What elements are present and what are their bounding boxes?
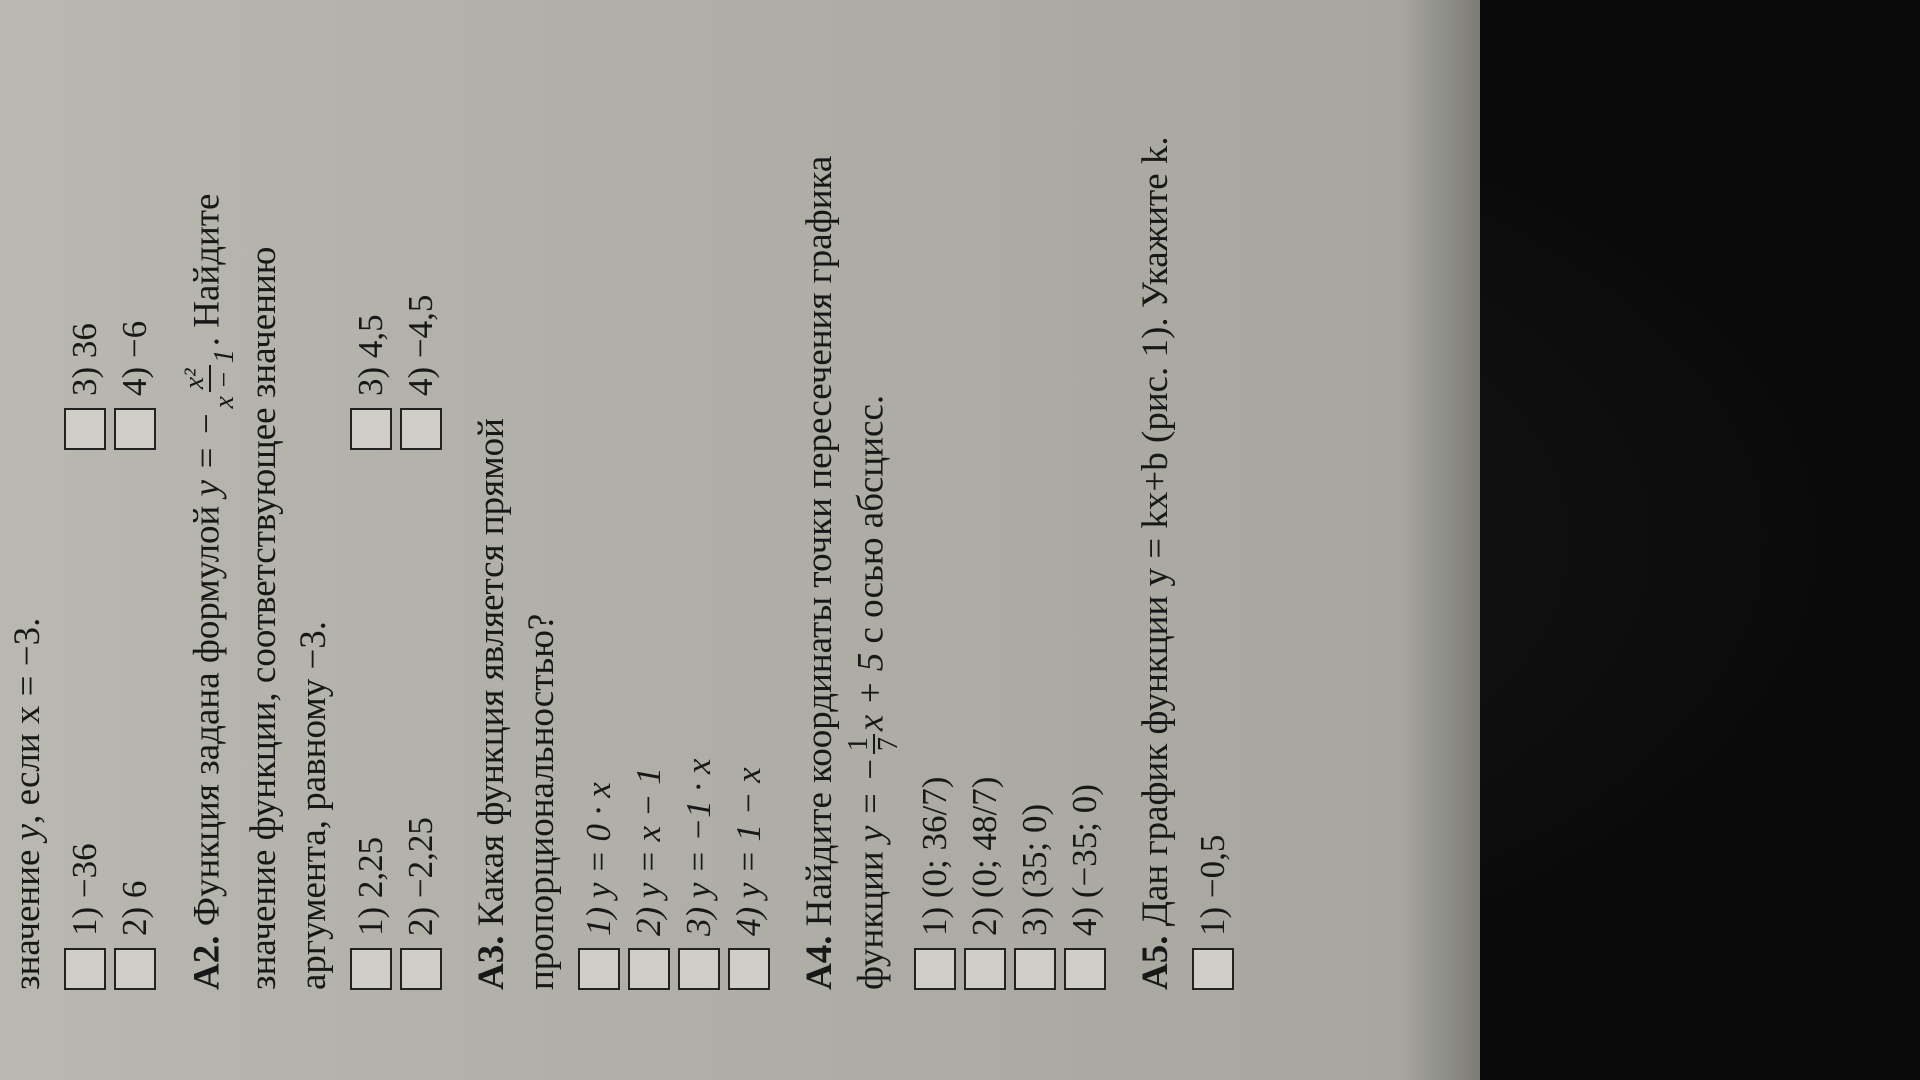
question-number: А4.: [799, 935, 840, 990]
answer-option[interactable]: 4) (−35; 0): [1063, 290, 1107, 990]
answer-option[interactable]: 4) y = 1 − x: [727, 290, 771, 990]
checkbox[interactable]: [914, 948, 956, 990]
fraction: x² x − 1: [179, 349, 240, 409]
checkbox[interactable]: [628, 948, 670, 990]
answers-a2: [349, 70, 443, 990]
answers-a5: [1191, 70, 1235, 990]
answer-option[interactable]: 2) −2,25: [399, 470, 443, 990]
answers-a1: [63, 70, 157, 990]
checkbox[interactable]: [1064, 948, 1106, 990]
checkbox[interactable]: [578, 948, 620, 990]
checkbox[interactable]: [114, 948, 156, 990]
answer-option[interactable]: 1) −0,5: [1191, 290, 1235, 990]
answer-option[interactable]: 3) (35; 0): [1013, 290, 1057, 990]
answer-option[interactable]: 2) y = x − 1: [627, 290, 671, 990]
question-a2: А2. Функция задана формулой y = − x² x − 1 . Найдите значение функции, соответствующее значению аргумента, равному −3.: [179, 193, 334, 990]
answer-option[interactable]: 2) 6: [113, 470, 157, 990]
answer-option[interactable]: 1) 2,25: [349, 470, 393, 990]
answer-option[interactable]: 3) 36: [63, 50, 107, 450]
checkbox[interactable]: [64, 948, 106, 990]
answers-a4: [913, 70, 1107, 990]
answer-option[interactable]: 4) −6: [113, 50, 157, 450]
question-a4: А4. Найдите координаты точки пересечения графика функции y = − 1 7 x + 5 с осью абсцисс.: [799, 155, 904, 990]
checkbox[interactable]: [64, 408, 106, 450]
answer-option[interactable]: 3) 4,5: [349, 50, 393, 450]
answers-a3: [577, 70, 771, 990]
question-a5: А5. Дан график функции y = kx+b (рис. 1). Укажите k.: [1135, 136, 1176, 990]
fraction: 1 7: [845, 734, 903, 754]
checkbox[interactable]: [114, 408, 156, 450]
page-shadow: [1400, 0, 1480, 1080]
answer-option[interactable]: 1) −36: [63, 470, 107, 990]
question-number: А2.: [186, 935, 228, 990]
answer-option[interactable]: 3) y = −1 · x: [677, 290, 721, 990]
checkbox[interactable]: [1192, 948, 1234, 990]
checkbox[interactable]: [1014, 948, 1056, 990]
question-a3: А3. Какая функция является прямой пропорциональностью?: [471, 418, 562, 990]
question-number: А5.: [1135, 935, 1176, 990]
answer-option[interactable]: 1) (0; 36/7): [913, 290, 957, 990]
question-a1: значение y, если x = −3.: [7, 617, 48, 990]
answer-option[interactable]: 4) −4,5: [399, 50, 443, 450]
checkbox[interactable]: [728, 948, 770, 990]
checkbox[interactable]: [678, 948, 720, 990]
question-number: А3.: [471, 935, 512, 990]
checkbox[interactable]: [350, 948, 392, 990]
checkbox[interactable]: [350, 408, 392, 450]
checkbox[interactable]: [400, 408, 442, 450]
answer-option[interactable]: 1) y = 0 · x: [577, 290, 621, 990]
answer-option[interactable]: 2) (0; 48/7): [963, 290, 1007, 990]
checkbox[interactable]: [964, 948, 1006, 990]
checkbox[interactable]: [400, 948, 442, 990]
